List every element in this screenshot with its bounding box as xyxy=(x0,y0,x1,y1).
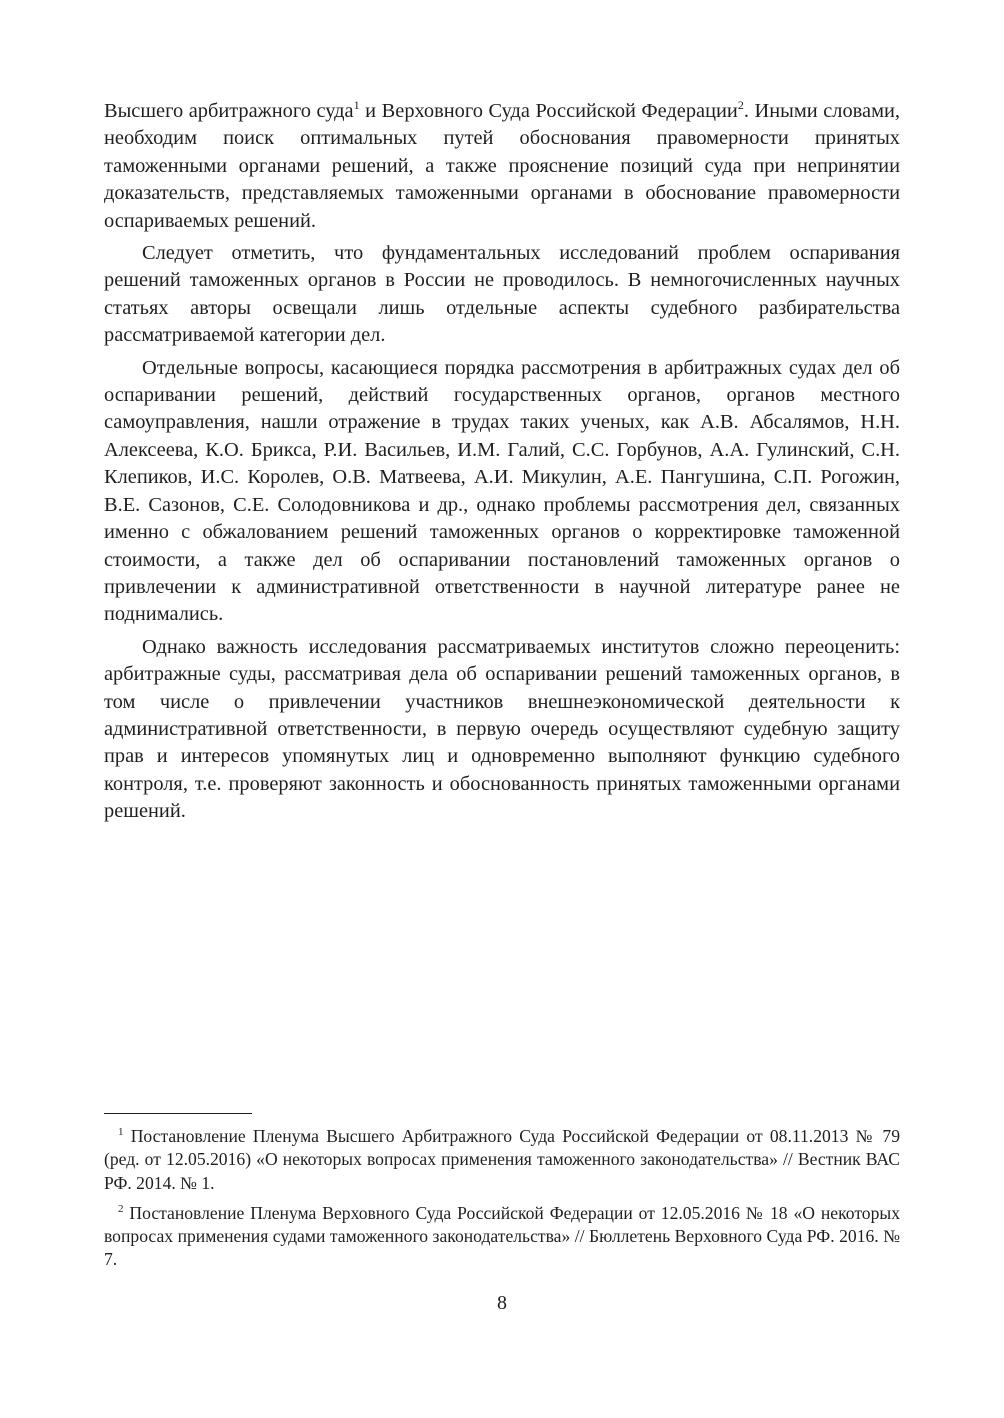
main-text xyxy=(104,98,900,826)
footnote-1-text: Постановление Пленума Высшего Арбитражного Суда Российской Федерации от 08.11.2013 № 79 (ред. от 12.05.2016) «О некоторых вопросах применения таможенного законодательства» // Вестник ВАС РФ. 2014. № 1. xyxy=(104,1126,900,1193)
footnote-2 xyxy=(104,1202,900,1272)
footnote-ref-1: 1 xyxy=(353,98,360,113)
paragraph-3: Отдельные вопросы, касающиеся порядка рассмотрения в арбитражных судах дел об оспаривании решений, действий государственных органов, органов местного самоуправления, нашли отражение в трудах таких ученых, как А.В. Абсалямов, Н.Н. Алексеева, К.О. Брикса, Р.И. Васильев, И.М. Галий, С.С. Горбунов, А.А. Гулинский, С.Н. Клепиков, И.С. Королев, О.В. Матвеева, А.И. Микулин, А.Е. Пангушина, С.П. Рогожин, В.Е. Сазонов, С.Е. Солодовникова и др., однако проблемы рассмотрения дел, связанных именно с обжалованием решений таможенных органов о корректировке таможенной стоимости, а также дел об оспаривании постановлений таможенных органов о привлечении к административной ответственности в научной литературе ранее не поднимались. xyxy=(104,356,900,626)
footnote-2-text: Постановление Пленума Верховного Суда Российской Федерации от 12.05.2016 № 18 «О некоторых вопросах применения судами таможенного законодательства» // Бюллетень Верховного Суда РФ. 2016. № 7. xyxy=(104,1202,900,1270)
paragraph-1-middle: и Верховного Суда Российской Федерации xyxy=(359,100,738,122)
paragraph-1 xyxy=(104,98,900,235)
footnote-2-number: 2 xyxy=(118,1203,124,1216)
paragraph-4: Однако важность исследования рассматриваемых институтов сложно переоценить: арбитражные суды, рассматривая дела об оспаривании решений таможенных органов, в том числе о привлечении участников внешнеэкономической деятельности к административной ответственности, в первую очередь осуществляют судебную защиту прав и интересов упомянутых лиц и одновременно выполняют функцию судебного контроля, т.е. проверяют законность и обоснованность принятых таможенными органами решений. xyxy=(104,635,900,823)
footnote-1-number: 1 xyxy=(118,1126,124,1139)
paragraph-2: Следует отметить, что фундаментальных исследований проблем оспаривания решений таможенных органов в России не проводилось. В немногочисленных научных статьях авторы освещали лишь отдельные аспекты судебного разбирательства рассматриваемой категории дел. xyxy=(104,242,900,347)
page-number: 8 xyxy=(497,1292,507,1314)
footnote-ref-2: 2 xyxy=(737,98,744,113)
footnote-1 xyxy=(104,1125,900,1195)
footnote-separator xyxy=(104,1113,252,1114)
paragraph-1-start: Высшего арбитражного суда xyxy=(104,100,354,122)
footnotes xyxy=(104,1125,900,1272)
paragraph-1-end: . Иными словами, необходим поиск оптимальных путей обоснования правомерности принятых таможенными органами решений, а также прояснение позиций суда при непринятии доказательств, представляемых таможенными органами в обоснование правомерности оспариваемых решений. xyxy=(104,100,900,232)
